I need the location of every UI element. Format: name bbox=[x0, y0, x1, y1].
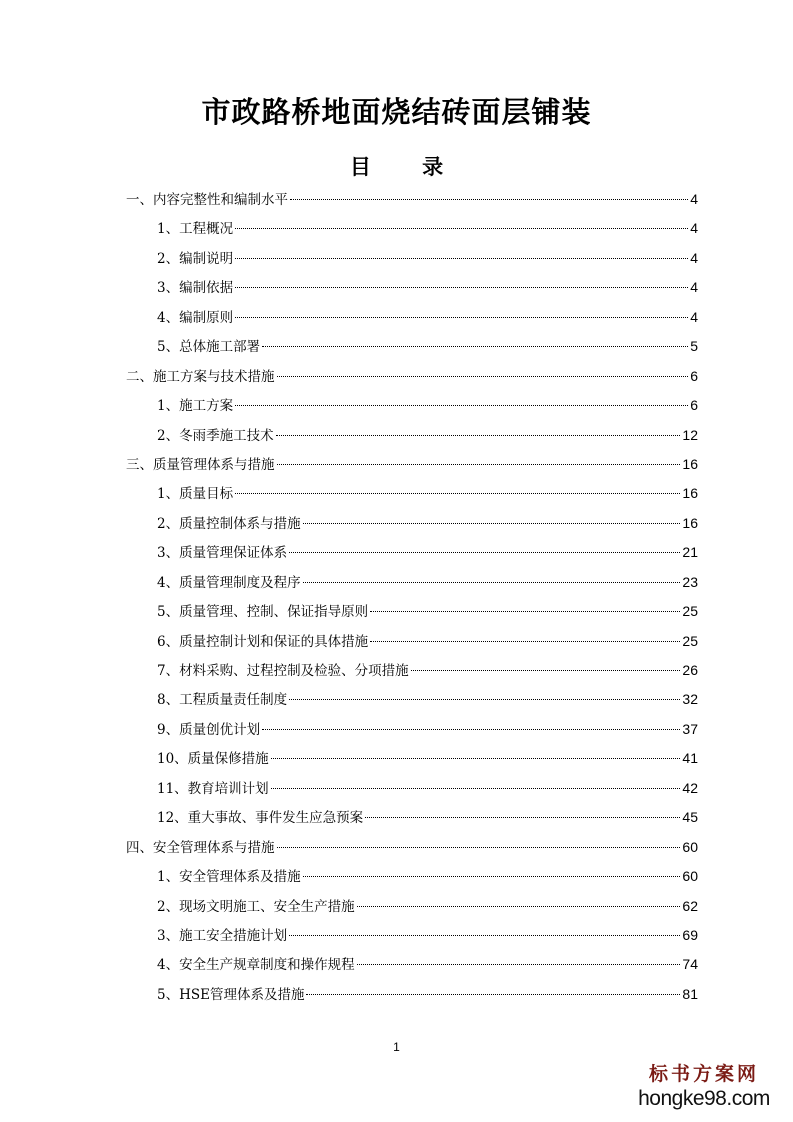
toc-entry-label: 一、内容完整性和编制水平 bbox=[126, 192, 288, 208]
toc-subsection-entry[interactable] bbox=[126, 303, 698, 332]
toc-entry-page: 4 bbox=[690, 220, 698, 237]
toc-entry-page: 6 bbox=[690, 397, 698, 414]
toc-dot-leader bbox=[262, 729, 680, 730]
toc-entry-label: 四、安全管理体系与措施 bbox=[126, 839, 275, 856]
toc-entry-page: 16 bbox=[682, 514, 698, 531]
toc-entry-page: 41 bbox=[682, 750, 698, 767]
toc-dot-leader bbox=[289, 699, 680, 700]
toc-entry-page: 45 bbox=[682, 809, 698, 826]
toc-dot-leader bbox=[290, 199, 688, 200]
toc-subsection-entry[interactable] bbox=[126, 921, 698, 950]
toc-dot-leader bbox=[306, 994, 680, 995]
toc-subsection-entry[interactable] bbox=[126, 803, 698, 832]
toc-entry-page: 60 bbox=[682, 838, 698, 855]
toc-entry-page: 26 bbox=[682, 662, 698, 678]
toc-dot-leader bbox=[365, 817, 680, 818]
toc-entry-label: 1、安全管理体系及措施 bbox=[157, 869, 301, 886]
toc-dot-leader bbox=[357, 906, 681, 907]
toc-dot-leader bbox=[235, 228, 688, 229]
toc-entry-label: 二、施工方案与技术措施 bbox=[126, 368, 275, 385]
toc-entry-label: 1、质量目标 bbox=[157, 486, 234, 503]
toc-entry-label: 3、施工安全措施计划 bbox=[157, 927, 288, 944]
toc-entry-label: 4、安全生产规章制度和操作规程 bbox=[157, 957, 355, 974]
toc-subsection-entry[interactable] bbox=[126, 273, 698, 302]
document-title: 市政路桥地面烧结砖面层铺装 bbox=[201, 95, 592, 129]
toc-entry-label: 4、质量管理制度及程序 bbox=[157, 574, 301, 591]
toc-entry-page: 25 bbox=[682, 632, 698, 649]
toc-subsection-entry[interactable] bbox=[126, 656, 698, 685]
toc-entry-page: 37 bbox=[682, 720, 698, 737]
toc-entry-page: 62 bbox=[682, 897, 698, 914]
toc-entry-page: 42 bbox=[682, 779, 698, 796]
toc-section-entry[interactable] bbox=[126, 450, 698, 479]
toc-entry-label: 5、质量管理、控制、保证指导原则 bbox=[157, 604, 369, 621]
toc-entry-page: 74 bbox=[682, 956, 698, 973]
toc-subsection-entry[interactable] bbox=[126, 597, 698, 626]
toc-entry-page: 69 bbox=[682, 926, 698, 943]
site-watermark bbox=[629, 1062, 779, 1112]
toc-entry-label: 4、编制原则 bbox=[157, 309, 234, 326]
toc-entry-page: 6 bbox=[690, 367, 698, 384]
watermark-site-url: hongke98.com bbox=[638, 1087, 770, 1110]
toc-dot-leader bbox=[370, 611, 680, 612]
table-of-contents bbox=[126, 185, 698, 1009]
toc-entry-label: 5、总体施工部署 bbox=[157, 339, 261, 356]
toc-entry-page: 4 bbox=[690, 249, 698, 266]
toc-entry-label: 8、工程质量责任制度 bbox=[157, 692, 288, 709]
toc-subsection-entry[interactable] bbox=[126, 509, 698, 538]
toc-dot-leader bbox=[235, 405, 688, 406]
toc-entry-page: 25 bbox=[682, 603, 698, 620]
toc-entry-page: 32 bbox=[682, 691, 698, 708]
toc-dot-leader bbox=[262, 346, 688, 347]
toc-dot-leader bbox=[289, 552, 680, 553]
toc-subsection-entry[interactable] bbox=[126, 244, 698, 273]
toc-dot-leader bbox=[411, 670, 681, 671]
toc-dot-leader bbox=[289, 935, 680, 936]
toc-dot-leader bbox=[271, 758, 681, 759]
toc-entry-page: 23 bbox=[682, 573, 698, 590]
toc-dot-leader bbox=[277, 464, 681, 465]
page-number: 1 bbox=[393, 1040, 400, 1054]
toc-section-entry[interactable] bbox=[126, 833, 698, 862]
toc-dot-leader bbox=[357, 964, 681, 965]
toc-entry-label: 5、HSE管理体系及措施 bbox=[157, 986, 305, 1003]
toc-subsection-entry[interactable] bbox=[126, 685, 698, 714]
toc-dot-leader bbox=[276, 435, 681, 436]
toc-subsection-entry[interactable] bbox=[126, 627, 698, 656]
toc-entry-page: 21 bbox=[682, 544, 698, 561]
toc-entry-label: 9、质量创优计划 bbox=[157, 721, 261, 738]
toc-subsection-entry[interactable] bbox=[126, 715, 698, 744]
toc-dot-leader bbox=[277, 847, 681, 848]
toc-subsection-entry[interactable] bbox=[126, 332, 698, 361]
watermark-site-name: 标书方案网 bbox=[648, 1063, 759, 1085]
toc-subsection-entry[interactable] bbox=[126, 391, 698, 420]
toc-section-entry[interactable] bbox=[126, 362, 698, 391]
toc-dot-leader bbox=[370, 641, 680, 642]
toc-dot-leader bbox=[235, 493, 680, 494]
toc-entry-page: 81 bbox=[682, 985, 698, 1002]
toc-dot-leader bbox=[235, 287, 688, 288]
toc-subsection-entry[interactable] bbox=[126, 892, 698, 921]
toc-entry-label: 三、质量管理体系与措施 bbox=[126, 456, 275, 473]
toc-entry-page: 16 bbox=[682, 485, 698, 502]
toc-entry-page: 4 bbox=[690, 308, 698, 325]
toc-entry-page: 12 bbox=[682, 426, 698, 443]
toc-entry-label: 7、材料采购、过程控制及检验、分项措施 bbox=[157, 663, 409, 679]
toc-entry-page: 4 bbox=[690, 279, 698, 296]
toc-entry-label: 6、质量控制计划和保证的具体措施 bbox=[157, 633, 369, 650]
toc-dot-leader bbox=[235, 258, 688, 259]
toc-dot-leader bbox=[277, 376, 689, 377]
toc-dot-leader bbox=[303, 876, 681, 877]
toc-entry-label: 1、施工方案 bbox=[157, 398, 234, 415]
toc-subsection-entry[interactable] bbox=[126, 862, 698, 891]
toc-entry-label: 3、质量管理保证体系 bbox=[157, 545, 288, 562]
toc-dot-leader bbox=[303, 523, 681, 524]
toc-entry-page: 4 bbox=[690, 191, 698, 207]
toc-entry-page: 5 bbox=[690, 338, 698, 355]
toc-section-entry[interactable] bbox=[126, 185, 698, 214]
toc-entry-label: 3、编制依据 bbox=[157, 280, 234, 297]
toc-entry-label: 11、教育培训计划 bbox=[157, 780, 269, 797]
toc-entry-label: 2、现场文明施工、安全生产措施 bbox=[157, 898, 355, 915]
toc-subsection-entry[interactable] bbox=[126, 744, 698, 773]
toc-subsection-entry[interactable] bbox=[126, 214, 698, 243]
toc-subsection-entry[interactable] bbox=[126, 950, 698, 979]
toc-entry-label: 1、工程概况 bbox=[157, 221, 234, 238]
toc-subsection-entry[interactable] bbox=[126, 774, 698, 803]
toc-entry-page: 60 bbox=[682, 868, 698, 885]
toc-subsection-entry[interactable] bbox=[126, 980, 698, 1009]
toc-subsection-entry[interactable] bbox=[126, 538, 698, 567]
toc-dot-leader bbox=[235, 317, 688, 318]
toc-entry-label: 10、质量保修措施 bbox=[157, 751, 269, 768]
toc-entry-label: 2、质量控制体系与措施 bbox=[157, 515, 301, 532]
toc-subsection-entry[interactable] bbox=[126, 421, 698, 450]
toc-entry-label: 2、冬雨季施工技术 bbox=[157, 427, 274, 444]
toc-entry-label: 12、重大事故、事件发生应急预案 bbox=[157, 810, 364, 827]
toc-entry-label: 2、编制说明 bbox=[157, 250, 234, 267]
toc-dot-leader bbox=[271, 788, 681, 789]
toc-dot-leader bbox=[303, 582, 681, 583]
toc-heading: 目 录 bbox=[349, 155, 466, 179]
toc-entry-page: 16 bbox=[682, 455, 698, 472]
toc-subsection-entry[interactable] bbox=[126, 479, 698, 508]
toc-subsection-entry[interactable] bbox=[126, 568, 698, 597]
